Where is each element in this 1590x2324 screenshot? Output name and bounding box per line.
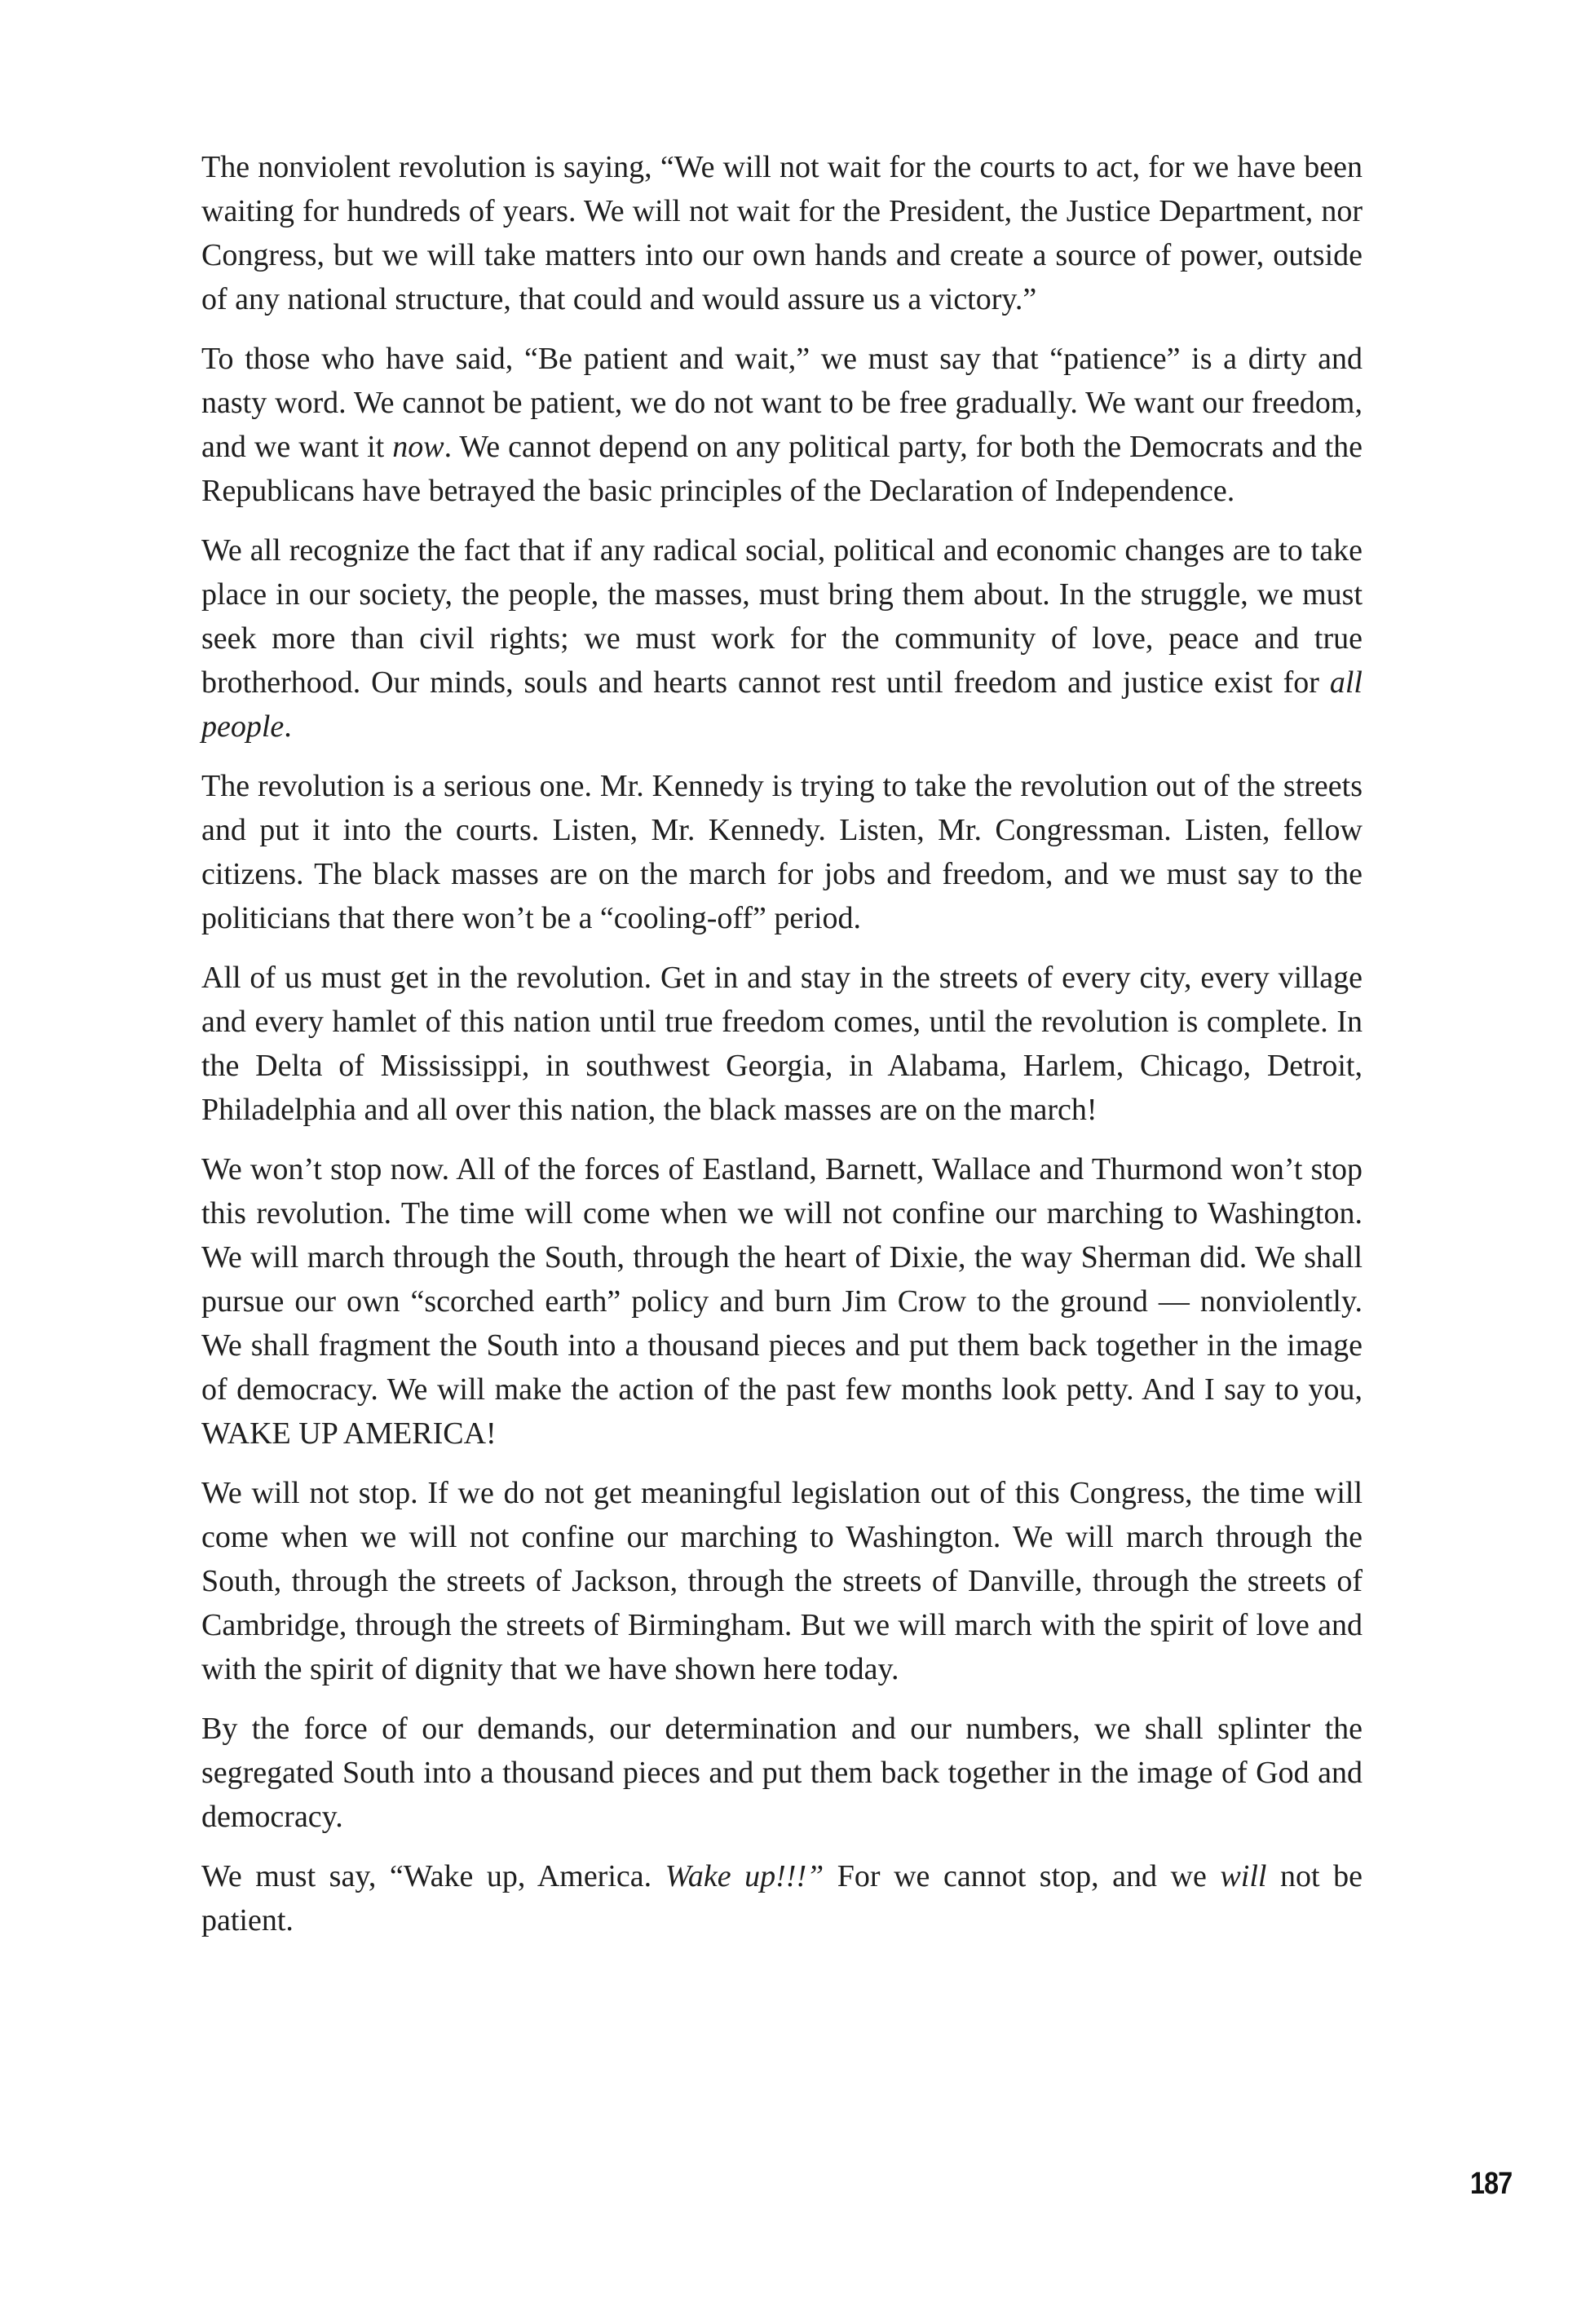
paragraph-3	[201, 528, 1363, 749]
paragraph-5-text: All of us must get in the revolution. Get in and stay in the streets of every city, every village and every hamlet of this nation until true freedom comes, until the revolution is complete. In the Delta of Mississippi, in southwest Georgia, in Alabama, Harlem, Chicago, Detroit, Philadelphia and all over this nation, the black masses are on the march!	[201, 961, 1363, 1127]
paragraph-7-text: We will not stop. If we do not get meaningful legislation out of this Congress, the time will come when we will not confine our marching to Washington. We will march through the South, through the streets of Jackson, through the streets of Danville, through the streets of Cambridge, through the streets of Birmingham. But we will march with the spirit of love and with the spirit of dignity that we have shown here today.	[201, 1476, 1363, 1686]
paragraph-6	[201, 1147, 1363, 1456]
paragraph-8	[201, 1707, 1363, 1839]
paragraph-9-text-e: not be patient.	[201, 1859, 1363, 1937]
paragraph-9-text-c: For we cannot stop, and we	[824, 1859, 1221, 1893]
paragraph-5	[201, 956, 1363, 1132]
paragraph-9	[201, 1854, 1363, 1942]
paragraph-9-text-a: We must say, “Wake up, America.	[201, 1859, 665, 1893]
paragraph-2-emphasis: now	[392, 430, 444, 464]
paragraph-3-emphasis: all people	[201, 665, 1363, 744]
paragraph-2-text-c: . We cannot depend on any political party, for both the Democrats and the Republicans have betrayed the basic principles of the Declaration of Independence.	[201, 430, 1363, 508]
page-number: 187	[1469, 2167, 1512, 2201]
paragraph-7	[201, 1471, 1363, 1691]
paragraph-8-text: By the force of our demands, our determination and our numbers, we shall splinter the segregated South into a thousand pieces and put them back together in the image of God and democracy.	[201, 1712, 1363, 1834]
paragraph-2-text-a: To those who have said, “Be patient and wait,” we must say that “patience” is a dirty and nasty word. We cannot be patient, we do not want to be free gradually. We want our freedom, and we want it	[201, 342, 1363, 464]
paragraph-1-text: The nonviolent revolution is saying, “We will not wait for the courts to act, for we have been waiting for hundreds of years. We will not wait for the President, the Justice Department, nor Congress, but we will take matters into our own hands and create a source of power, outside of any national structure, that could and would assure us a victory.”	[201, 150, 1363, 316]
paragraph-3-text-a: We all recognize the fact that if any radical social, political and economic changes are to take place in our society, the people, the masses, must bring them about. In the struggle, we must seek more than civil rights; we must work for the community of love, peace and true brotherhood. Our minds, souls and hearts cannot rest until freedom and justice exist for	[201, 533, 1363, 700]
paragraph-9-emphasis-2: will	[1220, 1859, 1267, 1893]
body-text	[201, 145, 1363, 1958]
paragraph-1	[201, 145, 1363, 321]
paragraph-2	[201, 337, 1363, 513]
paragraph-4	[201, 764, 1363, 940]
paragraph-6-text: We won’t stop now. All of the forces of Eastland, Barnett, Wallace and Thurmond won’t stop this revolution. The time will come when we will not confine our marching to Washington. We will march through the South, through the heart of Dixie, the way Sherman did. We shall pursue our own “scorched earth” policy and burn Jim Crow to the ground — nonviolently. We shall fragment the South into a thousand pieces and put them back together in the image of democracy. We will make the action of the past few months look petty. And I say to you, WAKE UP AMERICA!	[201, 1152, 1363, 1451]
paragraph-4-text: The revolution is a serious one. Mr. Kennedy is trying to take the revolution out of the streets and put it into the courts. Listen, Mr. Kennedy. Listen, Mr. Congressman. Listen, fellow citizens. The black masses are on the march for jobs and freedom, and we must say to the politicians that there won’t be a “cooling-off” period.	[201, 769, 1363, 935]
paragraph-3-text-c: .	[284, 709, 292, 744]
paragraph-9-emphasis-1: Wake up!!!”	[665, 1859, 824, 1893]
